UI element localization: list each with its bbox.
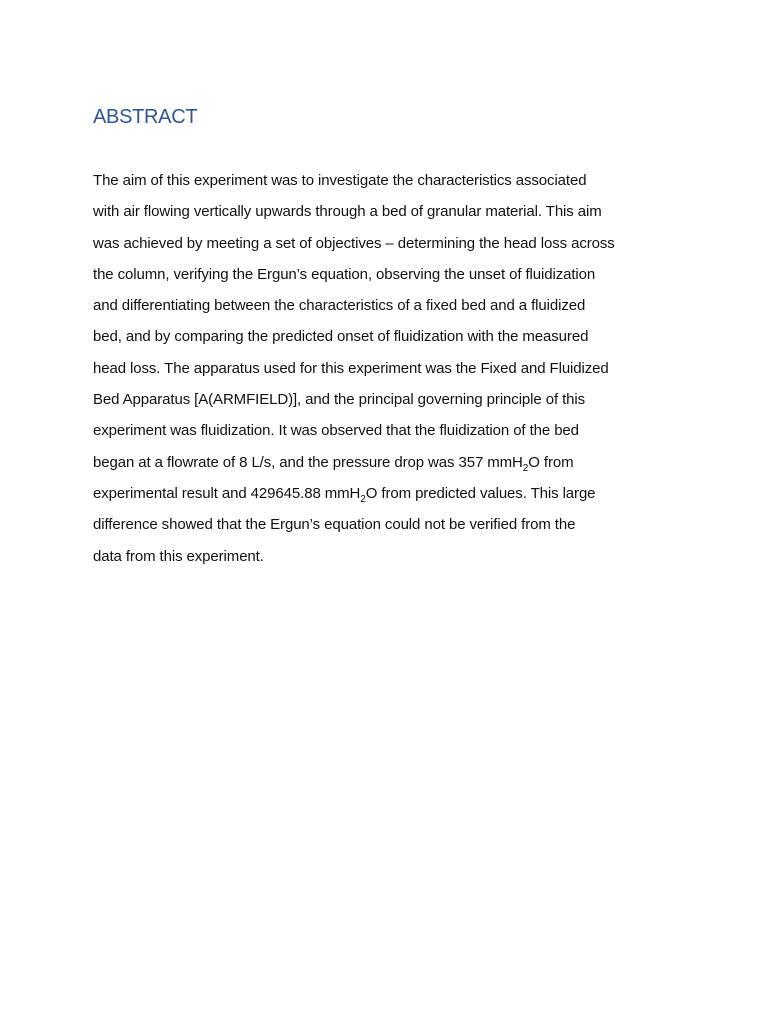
paragraph-line [93, 415, 648, 446]
line-text: with air flowing vertically upwards through a bed of granular material. This aim [93, 203, 602, 221]
line-text: bed, and by comparing the predicted onset of fluidization with the measured [93, 328, 589, 346]
subscript-text: 2 [360, 493, 366, 505]
line-text: head loss. The apparatus used for this experiment was the Fixed and Fluidized [93, 359, 609, 377]
line-text: began at a flowrate of 8 L/s, and the pressure drop was 357 mmH [93, 453, 523, 471]
paragraph-line [93, 290, 648, 321]
line-text: the column, verifying the Ergun’s equation, observing the unset of fluidization [93, 265, 596, 283]
line-text: experimental result and 429645.88 mmH [93, 484, 361, 502]
line-text: difference showed that the Ergun’s equation could not be verified from the [93, 516, 576, 534]
abstract-paragraph [93, 165, 648, 572]
paragraph-line [93, 478, 648, 509]
line-text: Bed Apparatus [A(ARMFIELD)], and the principal governing principle of this [93, 391, 586, 409]
subscript-text: 2 [522, 462, 529, 474]
paragraph-line [93, 228, 648, 259]
line-text: The aim of this experiment was to investigate the characteristics associated [93, 172, 587, 189]
paragraph-line [93, 165, 648, 196]
paragraph-line [93, 353, 648, 384]
paragraph-line [93, 384, 648, 415]
line-text-suffix: O from [528, 453, 574, 471]
line-text: data from this experiment. [93, 547, 264, 565]
line-text: experiment was fluidization. It was observed that the fluidization of the bed [93, 422, 579, 440]
line-text: was achieved by meeting a set of objectives – determining the head loss across [93, 234, 615, 252]
paragraph-line [93, 509, 648, 540]
paragraph-line [93, 196, 648, 227]
line-text-suffix: O from predicted values. This large [365, 484, 596, 502]
abstract-heading: ABSTRACT [93, 106, 198, 128]
line-text: and differentiating between the characteristics of a fixed bed and a fluidized [93, 297, 586, 315]
paragraph-line [93, 541, 648, 572]
paragraph-line [93, 321, 648, 352]
paragraph-line [93, 259, 648, 290]
paragraph-line [93, 447, 648, 478]
